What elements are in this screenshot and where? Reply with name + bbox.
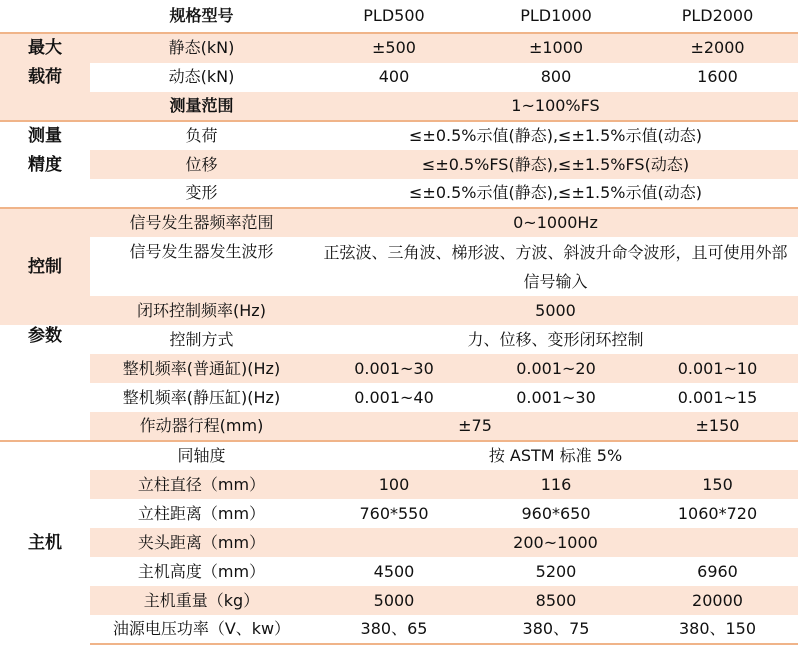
- cell: ±500: [372, 38, 416, 58]
- cell: 380、65: [313, 615, 475, 644]
- cell: 5000: [373, 590, 415, 610]
- cell: 400: [378, 67, 410, 87]
- cell: 正弦波、三角波、梯形波、方波、斜波升命令波形，且可使用外部信号输入: [323, 242, 788, 291]
- row-label: 动态(kN): [168, 67, 235, 87]
- cell: 800: [540, 67, 572, 87]
- table-row: [0, 121, 798, 150]
- table-row: [0, 208, 798, 237]
- cell: 0.001~10: [677, 358, 758, 378]
- cell: 0.001~20: [516, 358, 596, 378]
- row-label: 油源电压功率（V、kw）: [90, 615, 313, 644]
- row-label: 同轴度: [90, 441, 313, 470]
- table-row: [0, 150, 798, 179]
- section-max-load: 最大 载荷: [0, 33, 90, 92]
- cell: ≤±0.5%FS(静态),≤±1.5%FS(动态): [421, 154, 690, 174]
- model-pld1000: PLD1000: [475, 0, 637, 33]
- section-control: 控制: [0, 208, 90, 325]
- table-row: [0, 296, 798, 325]
- cell: 200~1000: [513, 532, 598, 552]
- cell: 960*650: [521, 503, 591, 523]
- row-label: 位移: [185, 154, 218, 174]
- row-label: 整机频率(静压缸)(Hz): [122, 387, 281, 407]
- cell: 1060*720: [677, 503, 758, 523]
- header-label: 规格型号: [90, 0, 313, 33]
- row-label: 控制方式: [169, 329, 234, 349]
- row-label: 信号发生器频率范围: [90, 208, 313, 237]
- cell: ±2000: [690, 38, 745, 58]
- table-row: [0, 470, 798, 499]
- cell: 380、75: [475, 615, 637, 644]
- cell: 4500: [373, 561, 415, 581]
- cell: 0.001~30: [354, 358, 434, 378]
- row-label: 主机重量（kg）: [143, 590, 260, 610]
- row-label: 立柱距离（mm）: [137, 503, 266, 523]
- cell: ±1000: [528, 38, 584, 58]
- cell: ≤±0.5%示值(静态),≤±1.5%示值(动态): [409, 183, 702, 202]
- cell: 按 ASTM 标准 5%: [313, 441, 798, 470]
- table-row: [0, 557, 798, 586]
- table-row: [0, 441, 798, 470]
- row-label: 主机高度（mm）: [137, 561, 266, 581]
- table-row: [0, 412, 798, 441]
- table-row: [0, 92, 798, 121]
- row-label: 夹头距离（mm）: [137, 532, 266, 552]
- cell: 1~100%FS: [511, 96, 600, 115]
- cell: 380、150: [637, 615, 798, 644]
- row-label: 立柱直径（mm）: [137, 474, 266, 494]
- row-label: 静态(kN): [168, 38, 235, 58]
- cell: 6960: [697, 561, 738, 581]
- section-params: 参数: [0, 325, 90, 441]
- table-row: [0, 179, 798, 208]
- cell: ±75: [458, 416, 492, 435]
- model-pld2000: PLD2000: [637, 0, 798, 33]
- header-row: [0, 0, 798, 33]
- table-row: [0, 354, 798, 383]
- cell: 0~1000Hz: [313, 208, 798, 237]
- table-row: [0, 615, 798, 644]
- row-label: 负荷: [90, 121, 313, 150]
- cell: 5200: [535, 561, 577, 581]
- cell: 1600: [697, 67, 738, 87]
- cell: ±150: [695, 416, 740, 435]
- cell: 8500: [535, 590, 577, 610]
- table-row: [0, 237, 798, 296]
- row-label: 闭环控制频率(Hz): [137, 300, 266, 320]
- cell: ≤±0.5%示值(静态),≤±1.5%示值(动态): [313, 121, 798, 150]
- cell: 760*550: [359, 503, 429, 523]
- cell: 20000: [692, 590, 743, 610]
- table-row: [0, 383, 798, 412]
- model-pld500: PLD500: [313, 0, 475, 33]
- cell: 0.001~40: [354, 387, 434, 407]
- cell: 116: [540, 474, 572, 494]
- table-row: [0, 528, 798, 557]
- cell: 0.001~15: [677, 387, 758, 407]
- section-measure-accuracy: 测量 精度: [0, 121, 90, 208]
- table-row: [0, 325, 798, 354]
- cell: 5000: [535, 300, 576, 320]
- cell: 100: [378, 474, 410, 494]
- table-row: [0, 63, 798, 93]
- row-label-measure-range: 测量范围: [169, 96, 234, 115]
- section-host: 主机: [0, 441, 90, 644]
- row-label: 信号发生器发生波形: [129, 242, 274, 261]
- cell: 0.001~30: [516, 387, 596, 407]
- row-label: 变形: [185, 183, 218, 202]
- row-label: 整机频率(普通缸)(Hz): [122, 358, 281, 378]
- table-row: [0, 33, 798, 63]
- table-row: [0, 586, 798, 615]
- cell: 力、位移、变形闭环控制: [467, 329, 644, 349]
- cell: 150: [702, 474, 733, 494]
- row-label: 作动器行程(mm): [139, 416, 264, 435]
- table-row: [0, 499, 798, 528]
